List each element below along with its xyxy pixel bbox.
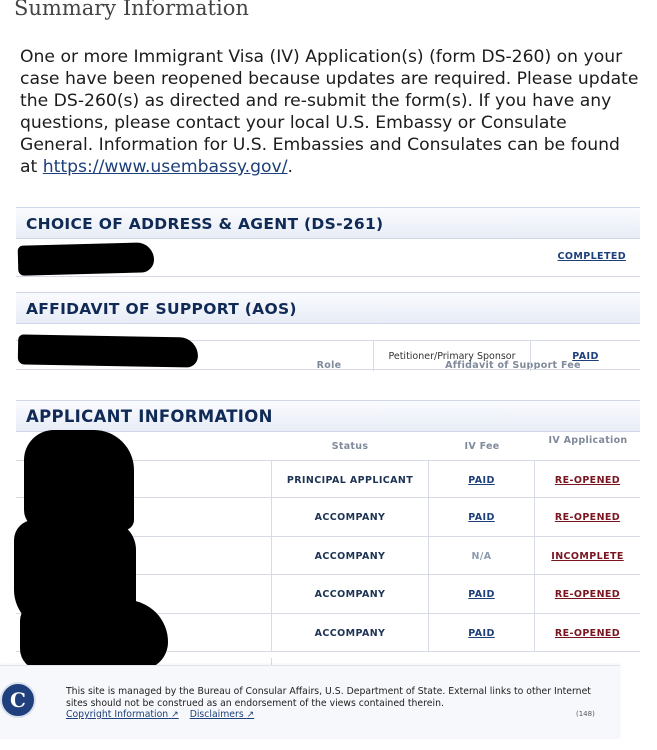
applicant-col-fee: IV Fee <box>464 441 500 452</box>
applicant-status: ACCOMPANY <box>314 589 386 600</box>
applicant-app-cell <box>535 537 640 575</box>
intro-end: . <box>287 157 293 177</box>
intro-text: One or more Immigrant Visa (IV) Application(s) (form DS-260) on your case have been reopened because updates are required. Please update the DS-260(s) as directed and re-submit the form(s). If you have any questions, please contact your local U.S. Embassy or Consulate General. Information for U.S. Embassies and Consulates can be found at <box>20 47 639 177</box>
applicant-app-link[interactable]: RE-OPENED <box>554 627 621 639</box>
applicant-status: PRINCIPAL APPLICANT <box>286 474 414 486</box>
applicant-fee-cell <box>429 614 535 652</box>
applicant-app-cell <box>535 614 640 652</box>
external-link-icon: ↗ <box>171 710 179 720</box>
applicant-fee-cell <box>429 537 535 575</box>
redaction-mark <box>18 334 198 367</box>
applicant-status: ACCOMPANY <box>314 550 386 562</box>
choice-of-address-heading: CHOICE OF ADDRESS & AGENT (DS-261) <box>16 207 640 239</box>
applicant-heading: APPLICANT INFORMATION <box>16 400 640 432</box>
copyright-link-label: Copyright Information <box>66 709 169 720</box>
copyright-link[interactable] <box>66 709 179 720</box>
footer-disclaimer-text: This site is managed by the Bureau of Consular Affairs, U.S. Department of State. External links to other Internet sites should not be construed as an endorsement of the views contained therein. <box>66 686 591 709</box>
applicant-app-cell <box>535 461 640 499</box>
affidavit-col-role: Role <box>316 360 342 371</box>
applicant-status-cell <box>271 614 429 652</box>
page-title: Summary Information <box>14 0 249 20</box>
applicant-fee-link[interactable]: PAID <box>468 627 495 639</box>
page-number: (148) <box>576 710 595 718</box>
redaction-mark <box>24 430 134 530</box>
applicant-app-link[interactable]: RE-OPENED <box>554 512 621 523</box>
applicant-fee-link[interactable]: PAID <box>468 474 495 486</box>
disclaimers-link-label: Disclaimers <box>189 709 244 720</box>
applicant-fee-cell <box>429 575 535 614</box>
affidavit-role: Petitioner/Primary Sponsor <box>373 341 531 371</box>
applicant-app-link[interactable]: INCOMPLETE <box>551 550 624 562</box>
site-footer <box>0 665 620 739</box>
applicant-status-cell <box>271 498 429 537</box>
applicant-fee-cell <box>429 498 535 537</box>
footer-links <box>66 709 262 720</box>
choice-of-address-status-link[interactable]: COMPLETED <box>557 251 626 262</box>
redaction-mark <box>20 600 168 670</box>
applicant-fee-link[interactable]: PAID <box>468 589 495 600</box>
external-link-icon: ↗ <box>246 710 255 720</box>
intro-paragraph <box>20 46 640 178</box>
applicant-app-cell <box>535 575 640 614</box>
disclaimers-link[interactable] <box>190 709 255 720</box>
affidavit-heading: AFFIDAVIT OF SUPPORT (AOS) <box>16 292 640 324</box>
redaction-mark <box>18 242 155 276</box>
applicant-fee-cell <box>429 461 535 499</box>
applicant-status-cell <box>271 461 429 499</box>
applicant-col-status: Status <box>331 441 369 452</box>
applicant-fee-link[interactable]: PAID <box>468 512 495 523</box>
applicant-app-link[interactable]: RE-OPENED <box>554 589 621 600</box>
affidavit-fee-link[interactable]: PAID <box>572 350 599 362</box>
applicant-status: ACCOMPANY <box>314 627 386 639</box>
applicant-status: ACCOMPANY <box>314 512 386 523</box>
applicant-app-link[interactable]: RE-OPENED <box>554 474 621 486</box>
affidavit-col-fee: Affidavit of Support Fee <box>445 360 581 371</box>
applicant-status-cell <box>271 575 429 614</box>
applicant-fee-na: N/A <box>471 550 492 562</box>
applicant-col-app: IV Application <box>548 435 628 446</box>
applicant-app-cell <box>535 498 640 537</box>
consular-seal-icon: C <box>0 682 36 718</box>
affidavit-fee-cell <box>531 341 640 371</box>
applicant-status-cell <box>271 537 429 575</box>
usembassy-link[interactable]: https://www.usembassy.gov/ <box>42 157 288 177</box>
